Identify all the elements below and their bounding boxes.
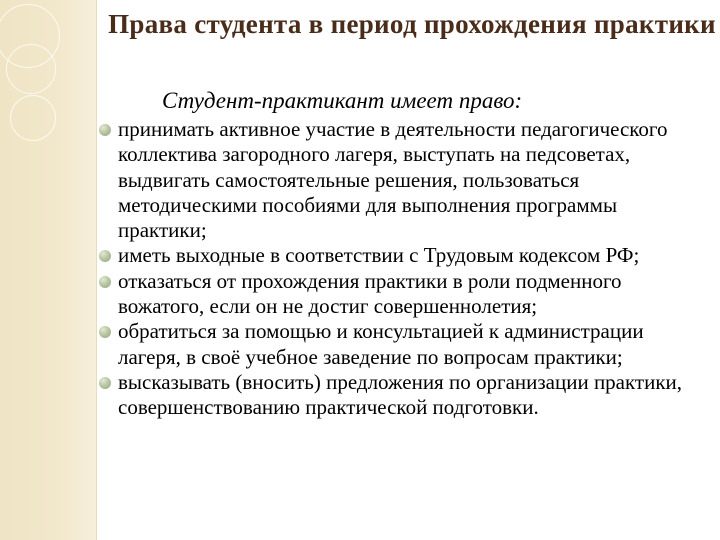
list-item — [96, 269, 708, 320]
list-item-text: иметь выходные в соответствии с Трудовым кодексом РФ; — [118, 243, 640, 268]
round-bullet-icon — [99, 377, 111, 389]
round-bullet-icon — [99, 276, 111, 288]
list-item — [96, 117, 708, 243]
round-bullet-icon — [99, 124, 111, 136]
round-bullet-icon — [99, 326, 111, 338]
round-bullet-icon — [99, 250, 111, 262]
slide-title: Права студента в период прохождения практики — [108, 9, 716, 39]
list-item-text: отказаться от прохождения практики в роли подменного вожатого, если он не достиг совершеннолетия; — [118, 268, 622, 319]
rights-list — [96, 117, 708, 421]
list-item-text: высказывать (вносить) предложения по организации практики, совершенствованию практической подготовки. — [118, 369, 683, 420]
list-item-text: обратиться за помощью и консультацией к администрации лагеря, в своё учебное заведение по вопросам практики; — [118, 319, 644, 369]
list-item — [96, 319, 708, 370]
list-item — [96, 243, 708, 268]
list-item-text: принимать активное участие в деятельности педагогического коллектива загородного лагеря, выступать на педсоветах, выдвигать самостоятельные решения, пользоваться методическими пособиями для выполнения программы практики; — [118, 117, 668, 243]
decorative-side-band — [0, 0, 96, 540]
list-item — [96, 370, 708, 421]
decorative-circle — [10, 95, 56, 141]
slide-subtitle: Студент-практикант имеет право: — [162, 88, 523, 113]
decorative-circle — [6, 44, 56, 94]
